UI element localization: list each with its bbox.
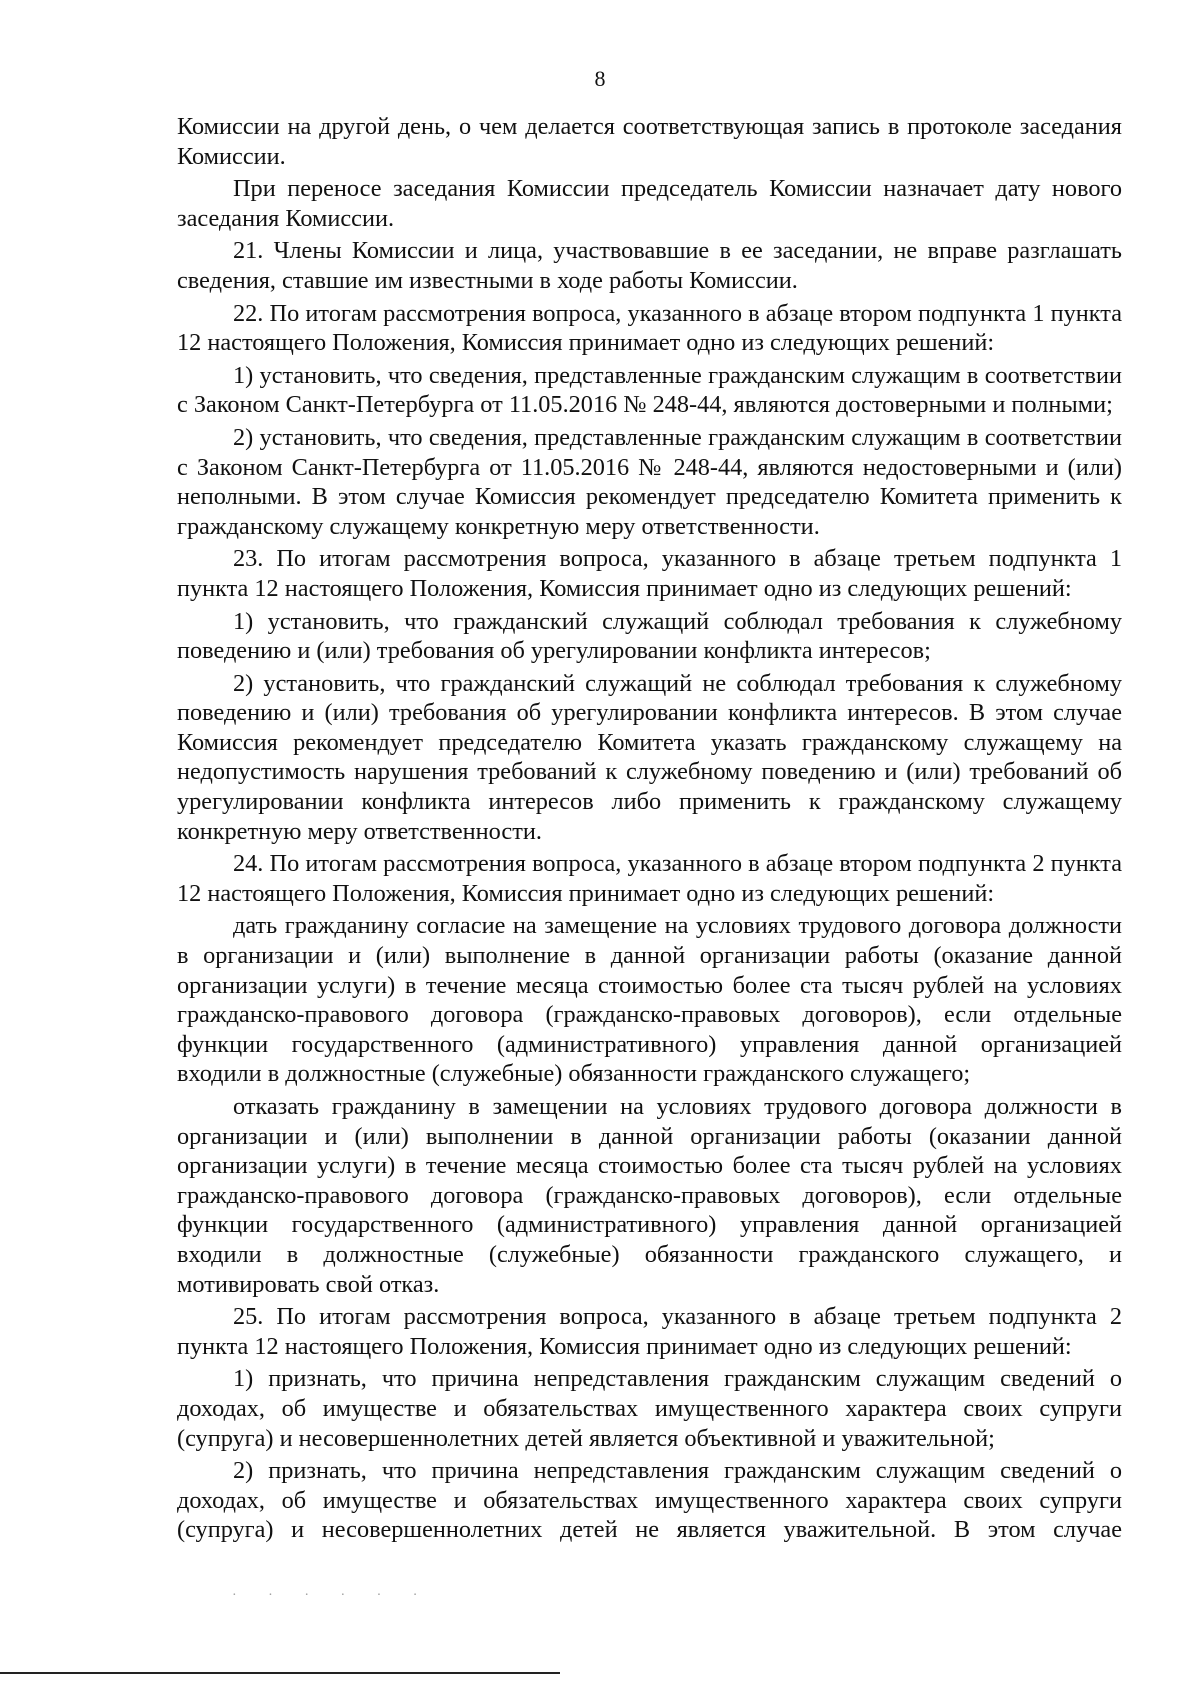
paragraph-clause-22: 22. По итогам рассмотрения вопроса, указанного в абзаце втором подпункта 1 пункта 12 настоящего Положения, Комиссия принимает одно из следующих решений:	[177, 299, 1122, 357]
paragraph-clause-22-item-2: 2) установить, что сведения, представленные гражданским служащим в соответствии с Законом Санкт-Петербурга от 11.05.2016 № 248-44, являются недостоверными и (или) неполными. В этом случае Комиссия рекомендует председателю Комитета применить к гражданскому служащему конкретную меру ответственности.	[177, 423, 1122, 540]
paragraph-clause-25: 25. По итогам рассмотрения вопроса, указанного в абзаце третьем подпункта 2 пункта 12 настоящего Положения, Комиссия принимает одно из следующих решений:	[177, 1303, 1122, 1360]
paragraph-clause-23-item-1: 1) установить, что гражданский служащий соблюдал требования к служебному поведению и (или) требования об урегулировании конфликта интересов;	[177, 607, 1122, 665]
paragraph-clause-25-item-2: 2) признать, что причина непредставления гражданским служащим сведений о доходах, об имуществе и обязательствах имущественного характера своих супруги (супруга) и несовершеннолетних детей не является уважительной. В этом случае	[177, 1457, 1122, 1544]
paragraph-continuation: Комиссии на другой день, о чем делается соответствующая запись в протоколе заседания Комиссии.	[177, 113, 1122, 170]
paragraph-clause-23-item-2: 2) установить, что гражданский служащий не соблюдал требования к служебному поведению и (или) требования об урегулировании конфликта интересов. В этом случае Комиссия рекомендует председателю Комитета указать гражданскому служащему на недопустимость нарушения требований к служебному поведению и (или) требований об урегулировании конфликта интересов либо применить к гражданскому служащему конкретную меру ответственности.	[177, 669, 1122, 845]
paragraph-clause-25-item-1: 1) признать, что причина непредставления гражданским служащим сведений о доходах, об имуществе и обязательствах имущественного характера своих супруги (супруга) и несовершеннолетних детей является объективной и уважительной;	[177, 1365, 1122, 1452]
paragraph-clause-21: 21. Члены Комиссии и лица, участвовавшие в ее заседании, не вправе разглашать сведения, ставшие им известными в ходе работы Комиссии.	[177, 237, 1122, 294]
paragraph-clause-24-consent: дать гражданину согласие на замещение на условиях трудового договора должности в организации и (или) выполнение в данной организации работы (оказание данной организации услуги) в течение месяца стоимостью более ста тысяч рублей на условиях гражданско-правового договора (гражданско-правовых договоров), если отдельные функции государственного (административного) управления данной организацией входили в должностные (служебные) обязанности гражданского служащего;	[177, 912, 1122, 1088]
paragraph-meeting-postponement: При переносе заседания Комиссии председатель Комиссии назначает дату нового заседания Комиссии.	[177, 175, 1122, 232]
page-number: 8	[594, 66, 606, 91]
paragraph-clause-24-refusal: отказать гражданину в замещении на условиях трудового договора должности в организации и (или) выполнении в данной организации работы (оказании данной организации услуги) в течение месяца стоимостью более ста тысяч рублей на условиях гражданско-правового договора (гражданско-правовых договоров), если отдельные функции государственного (административного) управления данной организацией входили в должностные (служебные) обязанности гражданского служащего, и мотивировать свой отказ.	[177, 1093, 1122, 1298]
scan-noise: · · · · · ·	[232, 1588, 432, 1603]
scan-edge-line	[0, 1672, 560, 1674]
paragraph-clause-24: 24. По итогам рассмотрения вопроса, указанного в абзаце втором подпункта 2 пункта 12 настоящего Положения, Комиссия принимает одно из следующих решений:	[177, 850, 1122, 907]
paragraph-clause-22-item-1: 1) установить, что сведения, представленные гражданским служащим в соответствии с Законом Санкт-Петербурга от 11.05.2016 № 248-44, являются достоверными и полными;	[177, 361, 1122, 419]
document-body	[177, 112, 1122, 1548]
paragraph-clause-23: 23. По итогам рассмотрения вопроса, указанного в абзаце третьем подпункта 1 пункта 12 настоящего Положения, Комиссия принимает одно из следующих решений:	[177, 545, 1122, 602]
